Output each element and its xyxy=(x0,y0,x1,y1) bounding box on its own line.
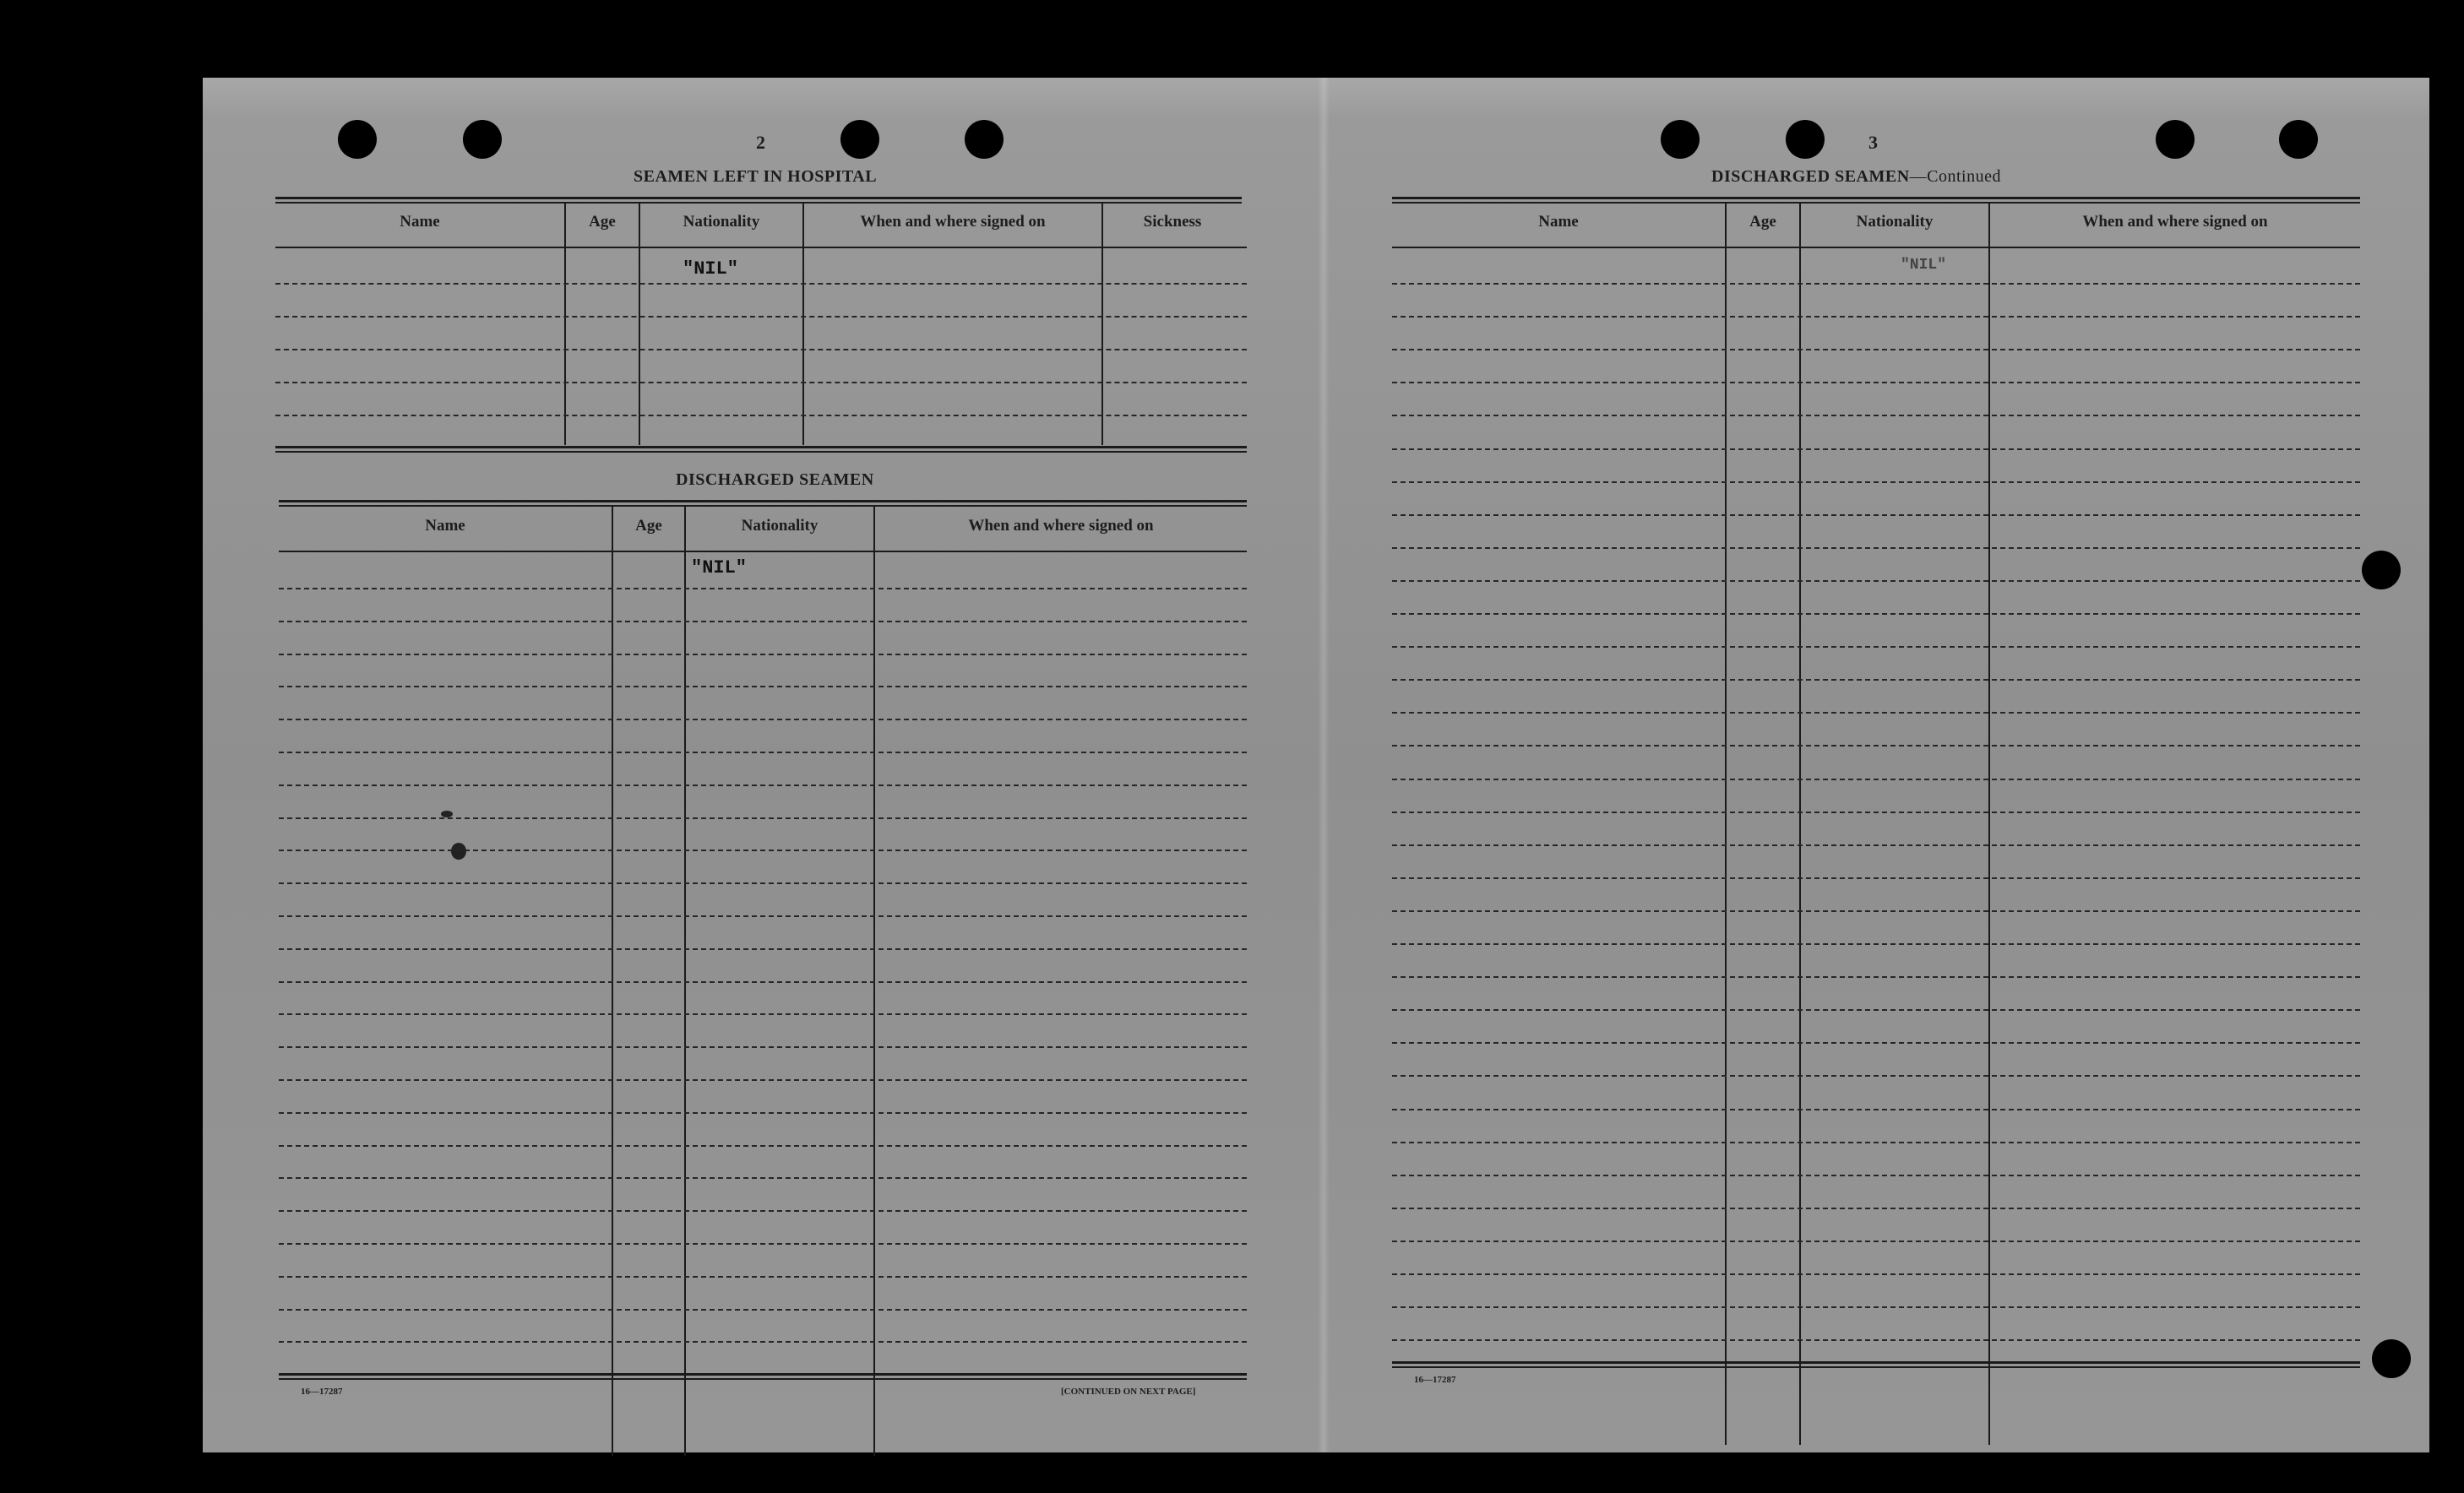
row-line xyxy=(279,1309,1247,1311)
right-col-nationality: Nationality xyxy=(1856,213,1934,231)
row-line xyxy=(1392,580,2360,582)
table-rule xyxy=(275,202,1242,204)
row-line xyxy=(279,948,1247,950)
table-rule xyxy=(275,197,1242,199)
punch-hole xyxy=(1661,120,1700,159)
row-line xyxy=(279,817,1247,819)
page-number-left: 2 xyxy=(756,132,765,153)
discharged-nil-stamp: "NIL" xyxy=(691,557,748,578)
column-divider xyxy=(1101,204,1103,445)
right-col-age: Age xyxy=(1749,213,1776,231)
row-line xyxy=(279,1145,1247,1147)
row-line xyxy=(279,981,1247,983)
row-line xyxy=(279,752,1247,753)
row-line xyxy=(1392,1109,2360,1110)
row-line xyxy=(279,850,1247,851)
column-divider xyxy=(802,204,804,445)
row-line xyxy=(1392,1208,2360,1209)
discharged-continued-title xyxy=(1711,167,2001,187)
row-line xyxy=(1392,646,2360,648)
punch-hole xyxy=(2279,120,2318,159)
row-line xyxy=(275,316,1247,318)
row-line xyxy=(279,1276,1247,1278)
row-line xyxy=(1392,316,2360,318)
punch-hole xyxy=(1786,120,1825,159)
header-rule xyxy=(1392,247,2360,248)
punch-hole xyxy=(2362,551,2401,589)
hospital-nil-stamp: "NIL" xyxy=(683,258,739,280)
right-nil-stamp: "NIL" xyxy=(1901,257,1947,274)
row-line xyxy=(279,915,1247,917)
row-line xyxy=(1392,976,2360,978)
row-line xyxy=(1392,547,2360,549)
punch-hole xyxy=(338,120,377,159)
table-rule xyxy=(1392,1361,2360,1364)
row-line xyxy=(275,349,1247,350)
row-line xyxy=(1392,1241,2360,1242)
column-divider xyxy=(564,204,566,445)
continued-note: [CONTINUED ON NEXT PAGE] xyxy=(1061,1387,1196,1397)
row-line xyxy=(279,785,1247,786)
column-divider xyxy=(639,204,640,445)
hospital-table-title: SEAMEN LEFT IN HOSPITAL xyxy=(634,167,878,186)
table-rule xyxy=(279,505,1247,507)
row-line xyxy=(1392,679,2360,681)
row-line xyxy=(1392,349,2360,350)
ink-smudge xyxy=(441,811,453,817)
row-line xyxy=(1392,745,2360,746)
row-line xyxy=(279,588,1247,589)
discharged-col-name: Name xyxy=(425,517,465,535)
row-line xyxy=(1392,1175,2360,1176)
row-line xyxy=(1392,910,2360,912)
punch-hole xyxy=(2372,1339,2411,1378)
row-line xyxy=(1392,415,2360,416)
punch-hole xyxy=(463,120,502,159)
row-line xyxy=(1392,1273,2360,1275)
page-number-right: 3 xyxy=(1868,132,1878,153)
row-line xyxy=(279,686,1247,687)
punch-hole xyxy=(840,120,879,159)
table-rule xyxy=(279,500,1247,502)
title-main: DISCHARGED SEAMEN xyxy=(1711,167,1910,186)
row-line xyxy=(279,654,1247,655)
column-divider xyxy=(1799,204,1801,1445)
document-sheet xyxy=(203,78,2429,1452)
title-suffix: —Continued xyxy=(1909,167,2001,186)
column-divider xyxy=(1725,204,1727,1445)
row-line xyxy=(1392,613,2360,615)
row-line xyxy=(1392,1306,2360,1308)
row-line xyxy=(275,382,1247,383)
row-line xyxy=(275,283,1247,285)
page-fold xyxy=(1318,78,1330,1452)
row-line xyxy=(1392,481,2360,483)
form-number-right: 16—17287 xyxy=(1414,1375,1456,1385)
row-line xyxy=(1392,283,2360,285)
row-line xyxy=(279,1112,1247,1114)
row-line xyxy=(1392,1142,2360,1143)
row-line xyxy=(279,1046,1247,1048)
row-line xyxy=(1392,779,2360,780)
row-line xyxy=(279,882,1247,884)
table-rule xyxy=(1392,1366,2360,1368)
row-line xyxy=(1392,1075,2360,1077)
row-line xyxy=(1392,844,2360,846)
row-line xyxy=(1392,514,2360,516)
table-rule xyxy=(1392,197,2360,199)
discharged-table-title: DISCHARGED SEAMEN xyxy=(676,470,874,489)
punch-hole xyxy=(965,120,1004,159)
row-line xyxy=(1392,448,2360,450)
ink-smudge xyxy=(451,843,466,860)
table-rule xyxy=(275,451,1247,453)
right-col-name: Name xyxy=(1538,213,1579,231)
row-line xyxy=(279,1341,1247,1343)
form-number-left: 16—17287 xyxy=(301,1387,343,1397)
row-line xyxy=(1392,1042,2360,1044)
discharged-col-age: Age xyxy=(635,517,662,535)
row-line xyxy=(1392,712,2360,714)
row-line xyxy=(1392,943,2360,945)
hospital-col-nationality: Nationality xyxy=(683,213,760,231)
hospital-col-sickness: Sickness xyxy=(1143,213,1202,231)
discharged-col-signed-on: When and where signed on xyxy=(968,517,1154,535)
row-line xyxy=(1392,1339,2360,1341)
row-line xyxy=(275,415,1247,416)
row-line xyxy=(279,1243,1247,1245)
row-line xyxy=(279,719,1247,720)
header-rule xyxy=(279,551,1247,552)
right-col-signed-on: When and where signed on xyxy=(2082,213,2268,231)
table-rule xyxy=(275,446,1247,448)
row-line xyxy=(279,1177,1247,1179)
row-line xyxy=(279,1210,1247,1212)
row-line xyxy=(1392,812,2360,813)
row-line xyxy=(279,1079,1247,1081)
table-rule xyxy=(1392,202,2360,204)
punch-hole xyxy=(2156,120,2195,159)
row-line xyxy=(1392,877,2360,879)
hospital-col-age: Age xyxy=(589,213,616,231)
table-rule xyxy=(279,1378,1247,1380)
column-divider xyxy=(1988,204,1990,1445)
table-rule xyxy=(279,1373,1247,1376)
row-line xyxy=(1392,1009,2360,1011)
hospital-col-signed-on: When and where signed on xyxy=(860,213,1046,231)
row-line xyxy=(1392,382,2360,383)
row-line xyxy=(279,621,1247,622)
hospital-col-name: Name xyxy=(400,213,440,231)
discharged-col-nationality: Nationality xyxy=(741,517,819,535)
row-line xyxy=(279,1013,1247,1015)
